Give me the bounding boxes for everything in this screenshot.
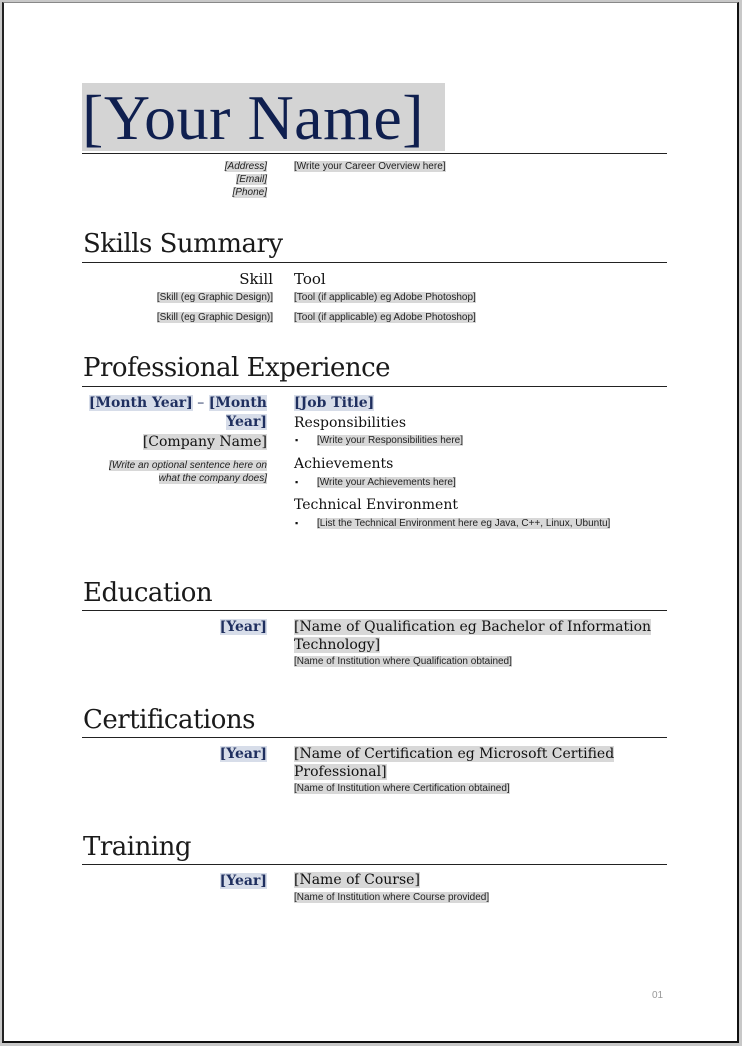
experience-heading: Professional Experience: [83, 353, 391, 383]
education-rule: [82, 610, 667, 611]
phone-field[interactable]: [Phone]: [232, 187, 267, 198]
page-number: 01: [652, 990, 664, 1001]
education-year-field[interactable]: [Year]: [219, 619, 267, 635]
contact-block: [225, 160, 267, 199]
qualification-field[interactable]: [Name of Qualification eg Bachelor of Information: [294, 619, 652, 635]
bullet-icon: ▪: [295, 435, 299, 445]
resume-page: [2, 2, 739, 1043]
course-name-field[interactable]: [Name of Course]: [294, 872, 420, 888]
qualification-field-cont[interactable]: Technology]: [294, 637, 381, 653]
techenv-item[interactable]: [List the Technical Environment here eg Java, C++, Linux, Ubuntu]: [317, 518, 611, 529]
certification-field-cont[interactable]: Professional]: [294, 764, 387, 780]
responsibilities-item[interactable]: [Write your Responsibilities here]: [317, 435, 463, 446]
address-field[interactable]: [Address]: [224, 161, 267, 172]
start-date-field[interactable]: [Month Year]: [88, 395, 193, 411]
responsibilities-label: Responsibilities: [294, 415, 407, 431]
tool-row-1[interactable]: [Tool (if applicable) eg Adobe Photoshop]: [294, 292, 476, 303]
skill-column-header: Skill: [239, 270, 273, 288]
certification-year-field[interactable]: [Year]: [219, 746, 267, 762]
date-range: [89, 394, 267, 432]
skill-row-1[interactable]: [Skill (eg Graphic Design)]: [156, 292, 273, 303]
date-separator: –: [192, 395, 209, 411]
training-heading: Training: [83, 832, 192, 862]
email-field[interactable]: [Email]: [236, 174, 267, 185]
tool-column-header: Tool: [294, 270, 326, 288]
experience-rule: [82, 386, 667, 387]
skills-heading: Skills Summary: [83, 229, 283, 259]
job-title-field[interactable]: [Job Title]: [294, 395, 375, 411]
skill-row-2[interactable]: [Skill (eg Graphic Design)]: [156, 312, 273, 323]
end-date-field[interactable]: [Month: [208, 395, 267, 411]
skills-rule: [82, 262, 667, 263]
training-institution-field[interactable]: [Name of Institution where Course provided]: [294, 892, 490, 903]
bullet-icon: ▪: [295, 477, 299, 487]
header-rule: [82, 153, 667, 154]
education-institution-field[interactable]: [Name of Institution where Qualification obtained]: [294, 656, 512, 667]
education-heading: Education: [83, 578, 213, 608]
name-title[interactable]: [Your Name]: [82, 83, 445, 151]
certification-institution-field[interactable]: [Name of Institution where Certification obtained]: [294, 783, 510, 794]
certification-field[interactable]: [Name of Certification eg Microsoft Certified: [294, 746, 615, 762]
company-name-field[interactable]: [Company Name]: [142, 434, 267, 450]
achievements-item[interactable]: [Write your Achievements here]: [317, 477, 456, 488]
end-date-field-cont[interactable]: Year]: [226, 414, 267, 430]
certifications-rule: [82, 737, 667, 738]
tool-row-2[interactable]: [Tool (if applicable) eg Adobe Photoshop]: [294, 312, 476, 323]
techenv-label: Technical Environment: [294, 497, 458, 513]
company-desc-field-cont[interactable]: what the company does]: [158, 473, 267, 484]
bullet-icon: ▪: [295, 518, 299, 528]
certifications-heading: Certifications: [83, 705, 255, 735]
training-rule: [82, 864, 667, 865]
company-desc-field[interactable]: [Write an optional sentence here on: [109, 460, 267, 471]
training-year-field[interactable]: [Year]: [219, 873, 267, 889]
achievements-label: Achievements: [294, 456, 394, 472]
career-overview-field[interactable]: [Write your Career Overview here]: [294, 161, 446, 172]
